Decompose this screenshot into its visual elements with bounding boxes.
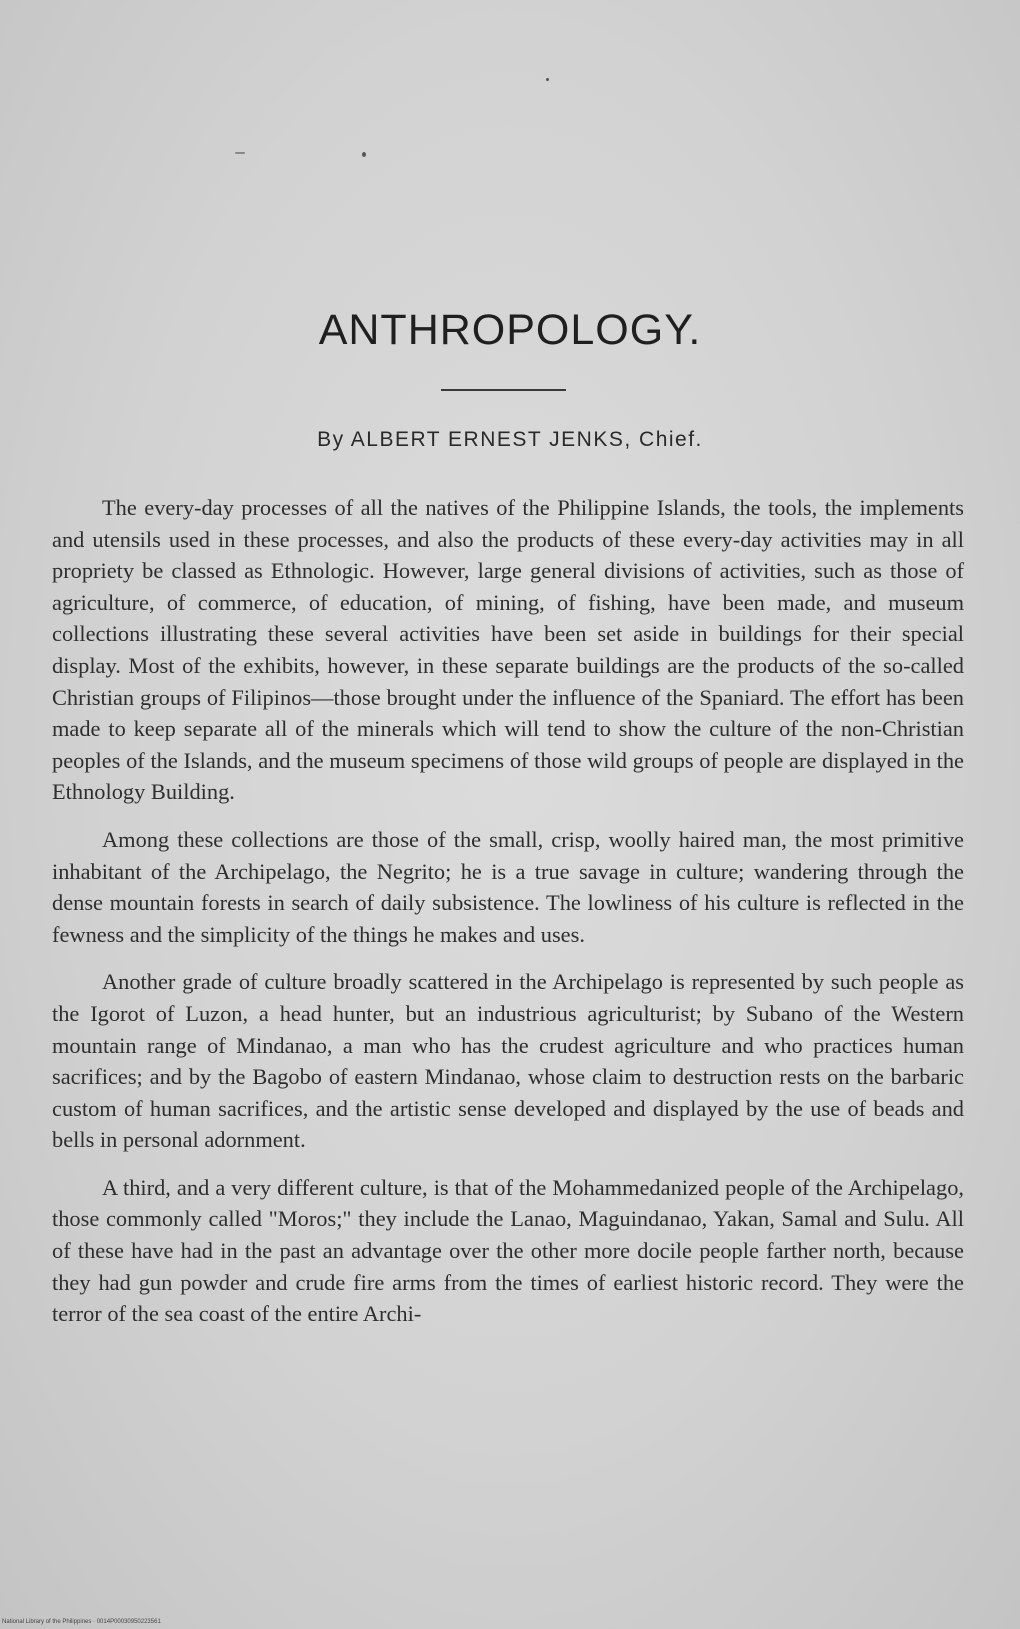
article-body (52, 492, 964, 1346)
ink-speck (362, 152, 366, 157)
scan-credit: National Library of the Philippines · 0014P00030950223561 (2, 1619, 161, 1625)
paragraph: A third, and a very different culture, is that of the Mohammedanized people of the Archipelago, those commonly called "Moros;" they include the Lanao, Maguindanao, Yakan, Samal and Sulu. All of these have had in the past an advantage over the other more docile people farther north, because they had gun powder and crude fire arms from the times of earliest historic record. They were the terror of the sea coast of the entire Archi- (52, 1174, 964, 1327)
title-divider (441, 389, 566, 391)
page-title: ANTHROPOLOGY. (318, 306, 702, 354)
ink-speck (235, 152, 245, 154)
ink-speck (546, 78, 549, 81)
paragraph: Among these collections are those of the small, crisp, woolly haired man, the most primitive inhabitant of the Archipelago, the Negrito; he is a true savage in culture; wandering through the dense mountain forests in search of daily subsistence. The lowliness of his culture is reflected in the fewness and the simplicity of the things he makes and uses. (52, 826, 964, 947)
paragraph: Another grade of culture broadly scattered in the Archipelago is represented by such people as the Igorot of Luzon, a head hunter, but an industrious agriculturist; by Subano of the Western mountain range of Mindanao, a man who has the crudest agriculture and who practices human sacrifices; and by the Bagobo of eastern Mindanao, whose claim to destruction rests on the barbaric custom of human sacrifices, and the artistic sense developed and displayed by the use of beads and bells in personal adornment. (52, 969, 964, 1153)
author-byline: By ALBERT ERNEST JENKS, Chief. (317, 428, 703, 451)
paragraph: The every-day processes of all the natives of the Philippine Islands, the tools, the implements and utensils used in these processes, and also the products of these every-day activities may in all propriety be classed as Ethnologic. However, large general divisions of activities, such as those of agriculture, of commerce, of education, of mining, of fishing, have been made, and museum collections illustrating these several activities have been set aside in buildings for their special display. Most of the exhibits, however, in these separate buildings are the products of the so-called Christian groups of Filipinos—those brought under the influence of the Spaniard. The effort has been made to keep separate all of the minerals which will tend to show the culture of the non-Christian peoples of the Islands, and the museum specimens of those wild groups of people are displayed in the Ethnology Building. (52, 495, 964, 805)
